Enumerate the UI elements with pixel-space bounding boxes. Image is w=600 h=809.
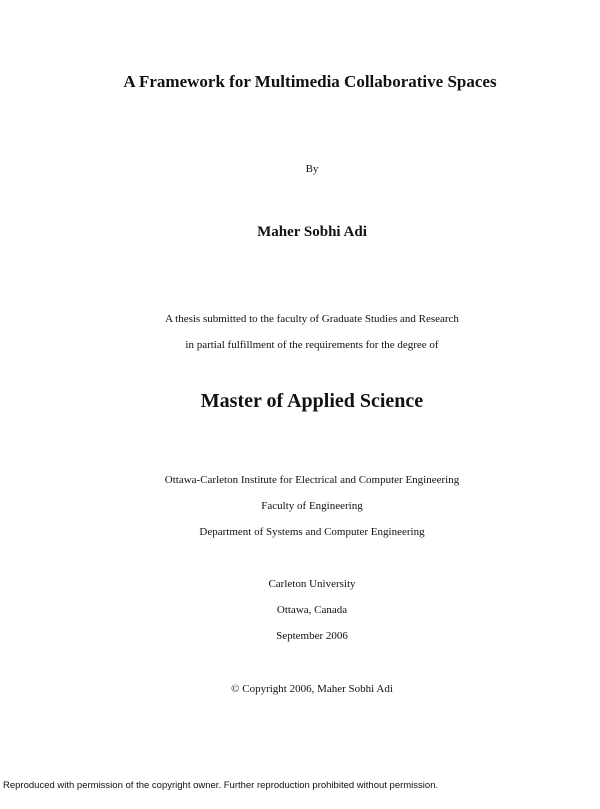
institute-name: Ottawa-Carleton Institute for Electrical and Computer Engineering bbox=[164, 474, 460, 486]
author-name: Maher Sobhi Adi bbox=[257, 224, 367, 240]
department-name: Department of Systems and Computer Engineering bbox=[199, 526, 425, 538]
submission-statement-line-1: A thesis submitted to the faculty of Graduate Studies and Research bbox=[165, 313, 459, 325]
university-name: Carleton University bbox=[268, 578, 356, 590]
thesis-title: A Framework for Multimedia Collaborative Spaces bbox=[123, 72, 497, 91]
location: Ottawa, Canada bbox=[276, 604, 348, 616]
by-label: By bbox=[305, 163, 319, 175]
submission-date: September 2006 bbox=[276, 630, 348, 642]
copyright-notice: © Copyright 2006, Maher Sobhi Adi bbox=[231, 683, 393, 695]
submission-statement-line-2: in partial fulfillment of the requirements for the degree of bbox=[185, 339, 439, 351]
degree-name: Master of Applied Science bbox=[200, 390, 424, 412]
faculty-name: Faculty of Engineering bbox=[261, 500, 363, 512]
reproduction-notice: Reproduced with permission of the copyright owner. Further reproduction prohibited without permission. bbox=[3, 780, 439, 791]
